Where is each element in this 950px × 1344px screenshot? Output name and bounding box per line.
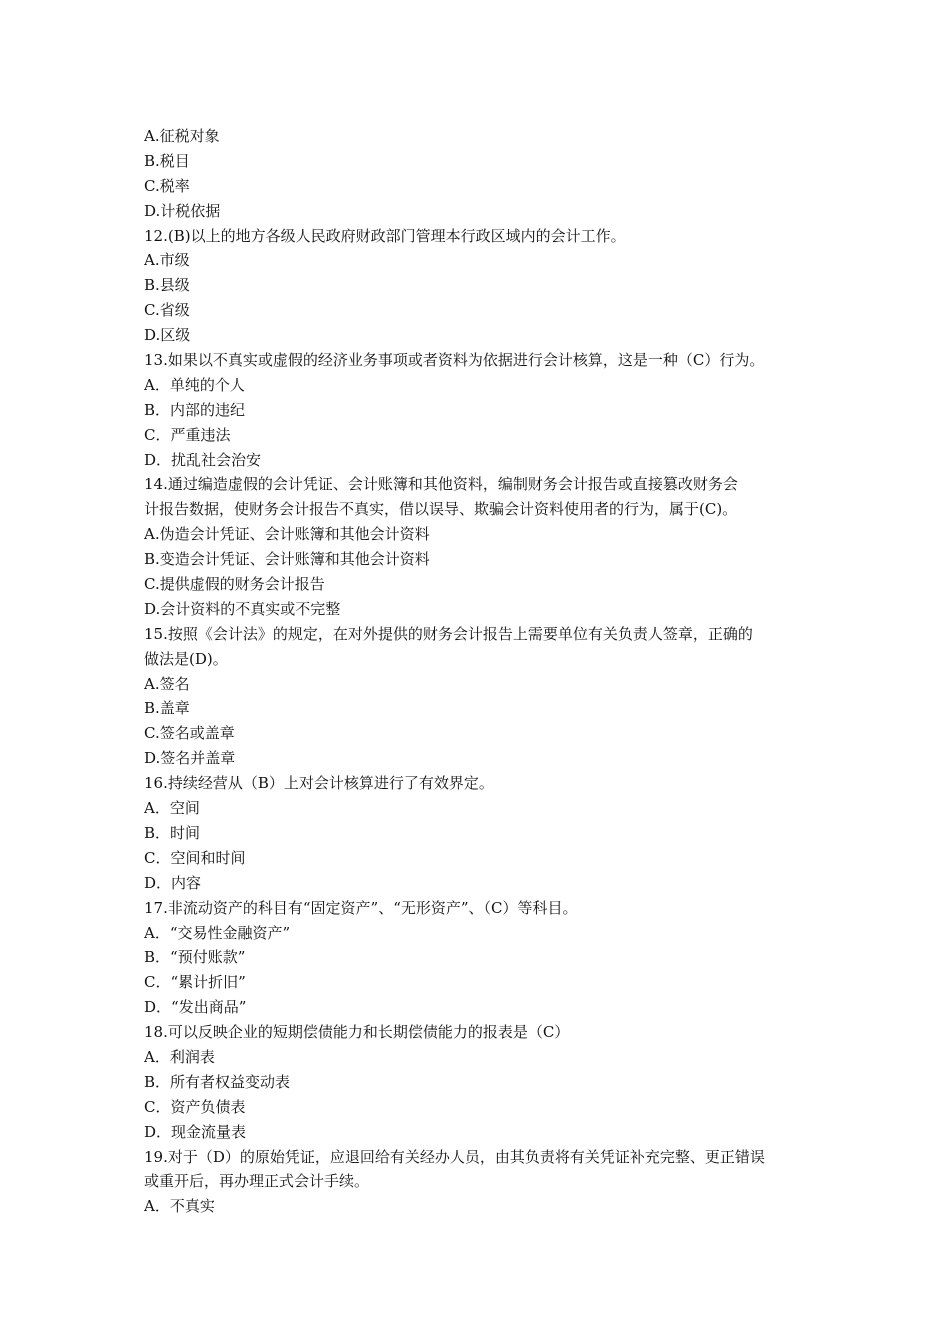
option-line: B．内部的违纪 xyxy=(144,400,246,419)
question-12: 12.(B)以上的地方各级人民政府财政部门管理本行政区域内的会计工作。 xyxy=(144,226,626,245)
option-line: C.税率 xyxy=(144,176,190,195)
option-line: B.盖章 xyxy=(144,699,190,718)
option-line: A.征税对象 xyxy=(144,127,220,145)
option-line: C．“累计折旧” xyxy=(144,973,246,992)
option-line: D.会计资料的不真实或不完整 xyxy=(144,599,341,618)
option-line: C．严重违法 xyxy=(144,425,231,444)
option-line: C．资产负债表 xyxy=(144,1097,246,1116)
option-line: A．利润表 xyxy=(144,1047,215,1066)
question-19-continued: 或重开后，再办理正式会计手续。 xyxy=(144,1172,370,1191)
option-line: C.省级 xyxy=(144,301,190,320)
option-line: A．单纯的个人 xyxy=(144,375,245,394)
option-line: B.税目 xyxy=(144,151,190,170)
question-18: 18.可以反映企业的短期偿债能力和长期偿债能力的报表是（C） xyxy=(144,1023,570,1042)
option-line: D.计税依据 xyxy=(144,201,221,220)
option-line: D．内容 xyxy=(144,873,202,892)
option-line: A．不真实 xyxy=(144,1197,215,1216)
question-16: 16.持续经营从（B）上对会计核算进行了有效界定。 xyxy=(144,774,494,793)
question-15-continued: 做法是(D)。 xyxy=(144,649,228,668)
option-line: D.区级 xyxy=(144,326,191,345)
option-line: B．所有者权益变动表 xyxy=(144,1072,291,1091)
option-line: B．时间 xyxy=(144,823,201,842)
option-line: D．扰乱社会治安 xyxy=(144,450,262,469)
option-line: A．“交易性金融资产” xyxy=(144,923,291,942)
option-line: A.伪造会计凭证、会计账簿和其他会计资料 xyxy=(144,525,430,544)
option-line: C.提供虚假的财务会计报告 xyxy=(144,575,325,594)
option-line: B.变造会计凭证、会计账簿和其他会计资料 xyxy=(144,550,430,569)
option-line: A．空间 xyxy=(144,799,200,818)
question-14: 14.通过编造虚假的会计凭证、会计账簿和其他资料，编制财务会计报告或直接篡改财务会 xyxy=(144,475,738,494)
option-line: D．现金流量表 xyxy=(144,1122,247,1141)
question-17: 17.非流动资产的科目有“固定资产”、“无形资产”、（C）等科目。 xyxy=(144,898,578,917)
option-line: B.县级 xyxy=(144,276,190,295)
option-line: C．空间和时间 xyxy=(144,848,246,867)
document-body xyxy=(144,124,812,1219)
question-14-continued: 计报告数据，使财务会计报告不真实，借以误导、欺骗会计资料使用者的行为，属于(C)。 xyxy=(144,500,738,519)
option-line: B．“预付账款” xyxy=(144,948,246,967)
question-15: 15.按照《会计法》的规定，在对外提供的财务会计报告上需要单位有关负责人签章，正确的 xyxy=(144,624,753,643)
question-19: 19.对于（D）的原始凭证，应退回给有关经办人员，由其负责将有关凭证补充完整、更正错误 xyxy=(144,1147,765,1166)
question-13: 13.如果以不真实或虚假的经济业务事项或者资料为依据进行会计核算，这是一种（C）行为。 xyxy=(144,351,765,370)
option-line: A.签名 xyxy=(144,674,190,693)
option-line: D.签名并盖章 xyxy=(144,749,236,768)
option-line: D．“发出商品” xyxy=(144,998,247,1017)
option-line: C.签名或盖章 xyxy=(144,724,235,743)
option-line: A.市级 xyxy=(144,251,190,270)
